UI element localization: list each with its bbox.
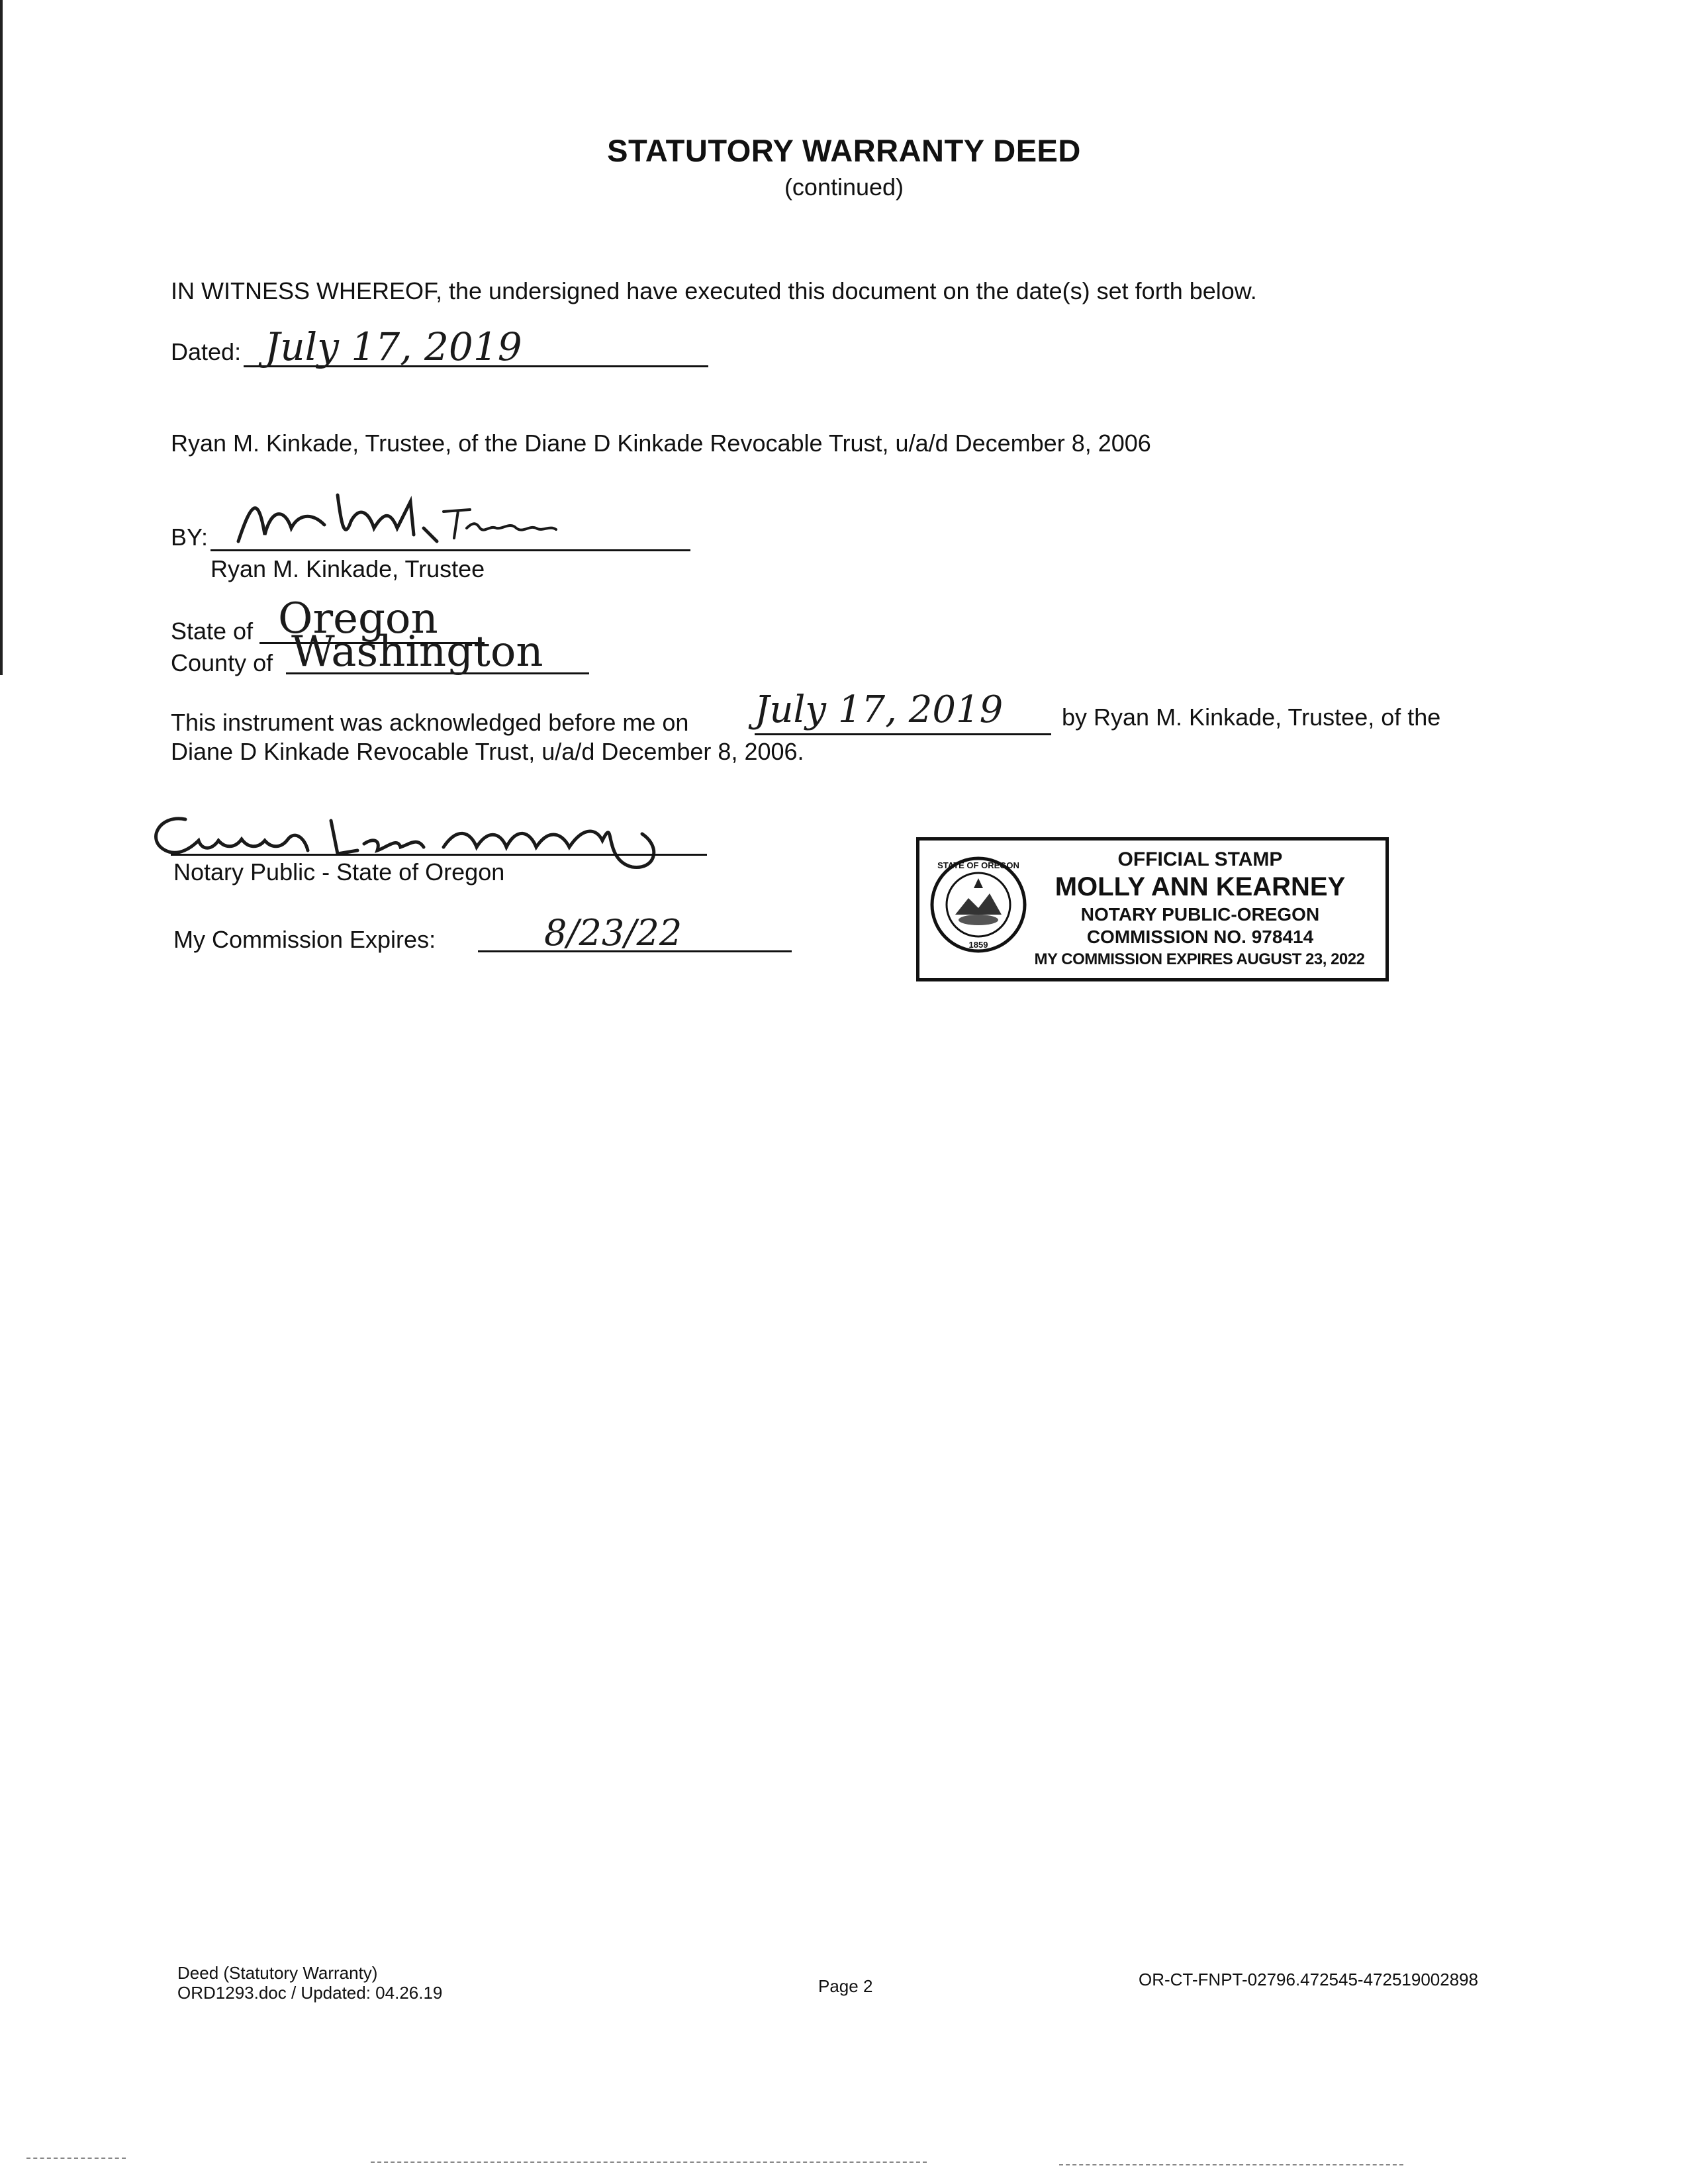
scan-edge	[0, 0, 3, 675]
stamp-line3: NOTARY PUBLIC-OREGON	[1080, 904, 1320, 925]
footer-page-number: Page 2	[818, 1976, 873, 1996]
footer-left-line2: ORD1293.doc / Updated: 04.26.19	[177, 1983, 443, 2003]
witness-text: IN WITNESS WHEREOF, the undersigned have executed this document on the date(s) set forth below.	[171, 277, 1257, 304]
commission-label: My Commission Expires:	[173, 926, 436, 953]
county-label: County of	[171, 649, 273, 676]
scan-artifact	[371, 2161, 927, 2163]
document-subtitle: (continued)	[784, 173, 904, 201]
by-label: BY:	[171, 523, 209, 551]
notary-underline	[171, 854, 707, 856]
ack-after: by Ryan M. Kinkade, Trustee, of the	[1062, 704, 1441, 731]
stamp-line4: COMMISSION NO. 978414	[1086, 927, 1314, 947]
scan-artifact	[26, 2158, 126, 2159]
footer-left-line1: Deed (Statutory Warranty)	[177, 1963, 378, 1983]
notary-label: Notary Public - State of Oregon	[173, 858, 505, 886]
seal-text: STATE OF OREGON	[937, 860, 1019, 870]
ack-line2: Diane D Kinkade Revocable Trust, u/a/d December 8, 2006.	[171, 738, 804, 765]
scan-artifact	[1059, 2164, 1403, 2165]
grantor-line: Ryan M. Kinkade, Trustee, of the Diane D Kinkade Revocable Trust, u/a/d December 8, 2006	[171, 430, 1151, 457]
dated-handwritten: July 17, 2019	[265, 324, 522, 369]
dated-label: Dated:	[171, 338, 242, 365]
county-handwritten: Washington	[291, 627, 543, 676]
document-title: STATUTORY WARRANTY DEED	[607, 133, 1081, 168]
commission-handwritten: 8/23/22	[544, 912, 682, 954]
trustee-signature	[225, 482, 569, 555]
stamp-name: MOLLY ANN KEARNEY	[1055, 872, 1346, 901]
stamp-line5: MY COMMISSION EXPIRES AUGUST 23, 2022	[1034, 950, 1365, 968]
stamp-line1: OFFICIAL STAMP	[1117, 848, 1283, 870]
footer-document-id: OR-CT-FNPT-02796.472545-472519002898	[1139, 1970, 1479, 1989]
state-seal-icon	[929, 855, 1028, 954]
ack-date-handwritten: July 17, 2019	[755, 688, 1004, 731]
ack-before: This instrument was acknowledged before me on	[171, 709, 689, 736]
seal-year: 1859	[968, 940, 988, 950]
signer-name: Ryan M. Kinkade, Trustee	[211, 555, 485, 582]
ack-date-underline	[755, 733, 1051, 735]
state-label: State of	[171, 617, 254, 645]
official-stamp	[916, 837, 1389, 981]
state-handwritten: Oregon	[278, 594, 438, 643]
